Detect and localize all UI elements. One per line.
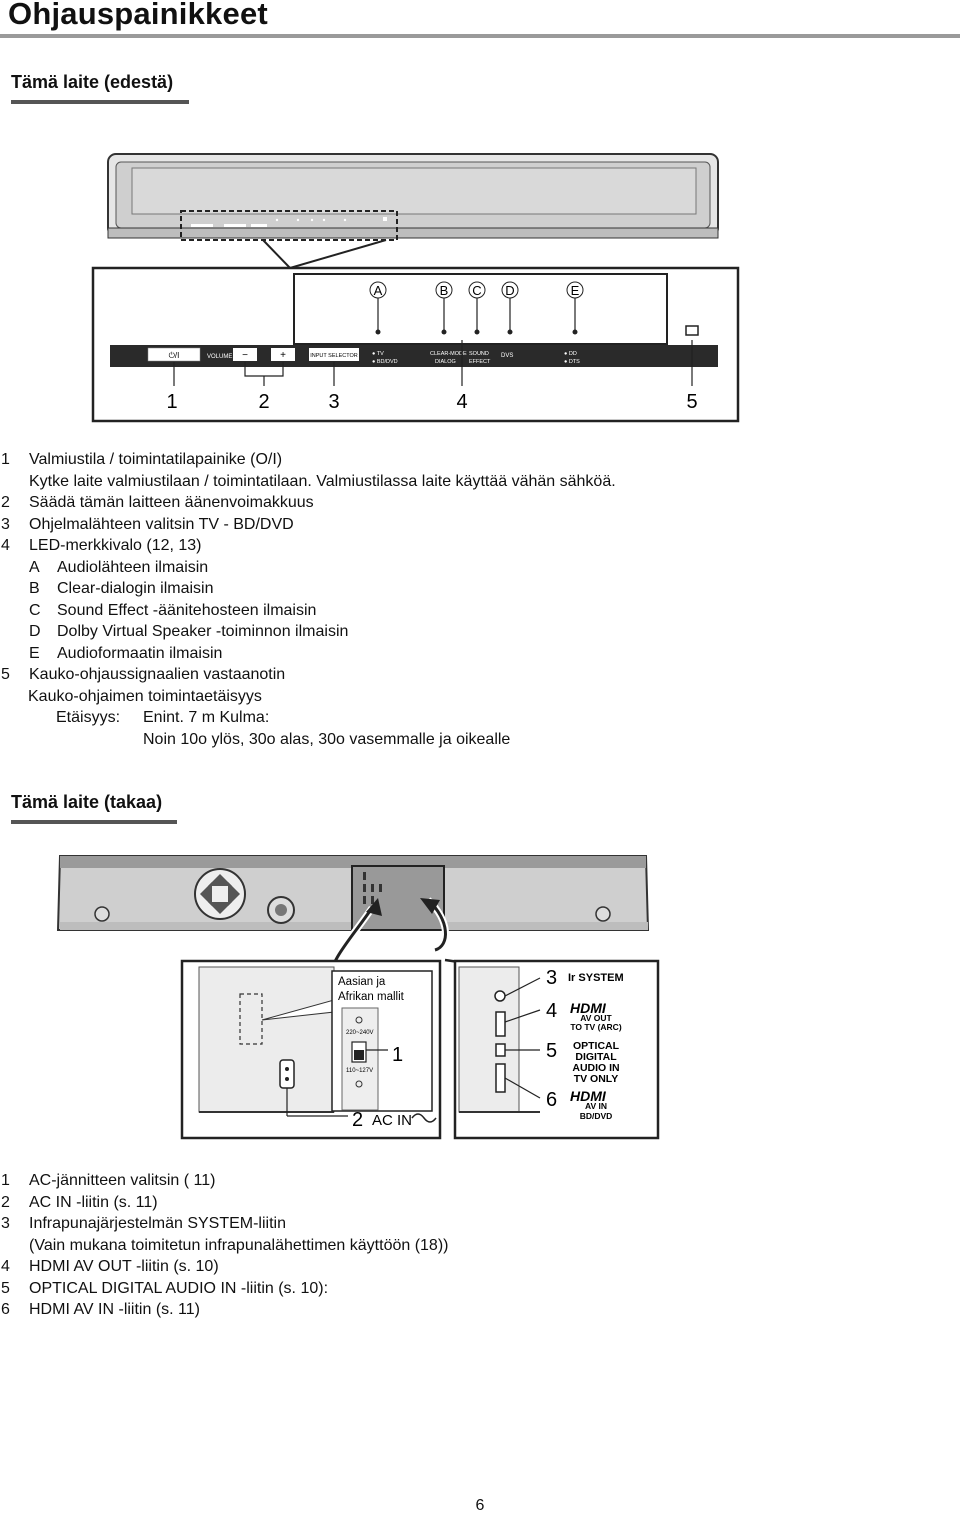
model-note-line1: Aasian ja bbox=[338, 976, 386, 988]
back-heading-rule bbox=[11, 820, 177, 824]
front-num-4: 4 bbox=[456, 391, 468, 413]
speaker-grille bbox=[195, 869, 245, 919]
led-letter-e bbox=[567, 282, 583, 298]
front-num-3: 3 bbox=[328, 391, 340, 413]
svg-text:+: + bbox=[280, 350, 286, 361]
range-title: Kauko-ohjaimen toimintaetäisyys bbox=[28, 687, 262, 705]
front-callout-wedge bbox=[263, 240, 386, 268]
led-letter-d bbox=[502, 282, 518, 298]
front-num-1: 1 bbox=[166, 391, 178, 413]
mount-screw-left bbox=[95, 907, 109, 921]
ac-in-label: AC IN bbox=[372, 1112, 413, 1129]
list-item: Kytke laite valmiustilaan / toimintatilaan. Valmiustilassa laite käyttää vähän sähköä. bbox=[29, 472, 616, 490]
front-device-bottom bbox=[108, 228, 718, 238]
svg-text:220~240V: 220~240V bbox=[346, 1030, 374, 1036]
svg-text:CLEAR-MODE: CLEAR-MODE bbox=[430, 351, 467, 357]
list-item: A Audiolähteen ilmaisin bbox=[29, 558, 209, 576]
svg-text:INPUT SELECTOR: INPUT SELECTOR bbox=[310, 353, 358, 359]
hdmi-in-logo: HDMI bbox=[570, 1088, 606, 1104]
list-item: 5 OPTICAL DIGITAL AUDIO IN -liitin (s. 10): bbox=[1, 1279, 329, 1297]
svg-text:A: A bbox=[373, 283, 383, 298]
svg-text:BD/DVD: BD/DVD bbox=[579, 1111, 613, 1121]
title-rule bbox=[0, 34, 960, 38]
hdmi-out-logo: HDMI bbox=[570, 1000, 606, 1016]
svg-text:● DTS: ● DTS bbox=[564, 359, 580, 365]
list-item: 1 Valmiustila / toimintatilapainike (O/I) bbox=[1, 451, 283, 468]
hdmi-av-out-port[interactable] bbox=[496, 1012, 505, 1036]
list-item: C Sound Effect -äänitehosteen ilmaisin bbox=[29, 601, 317, 619]
remote-sensor bbox=[686, 326, 698, 335]
svg-text:EFFECT: EFFECT bbox=[469, 359, 491, 365]
led-letter-a bbox=[370, 282, 386, 298]
svg-text:SOUND: SOUND bbox=[469, 351, 489, 357]
front-num-5: 5 bbox=[686, 391, 698, 413]
front-heading-rule bbox=[11, 100, 189, 104]
list-item: 2 AC IN -liitin (s. 11) bbox=[1, 1193, 158, 1211]
front-illustration bbox=[0, 140, 960, 430]
list-item: 3 Infrapunajärjestelmän SYSTEM-liitin bbox=[1, 1215, 286, 1232]
back-heading: Tämä laite (takaa) bbox=[11, 792, 163, 812]
led-letter-c bbox=[469, 282, 485, 298]
back-illustration bbox=[0, 850, 960, 1145]
list-item: E Audioformaatin ilmaisin bbox=[29, 644, 223, 662]
ir-system-jack[interactable] bbox=[495, 991, 505, 1001]
list-item: 4 LED-merkkivalo (12, 13) bbox=[1, 537, 202, 554]
page-number: 6 bbox=[475, 1497, 485, 1514]
range-angle: Noin 10o ylös, 30o alas, 30o vasemmalle ja oikealle bbox=[143, 730, 511, 748]
list-item: 5 Kauko-ohjaussignaalien vastaanotin bbox=[1, 666, 286, 683]
front-device-window bbox=[132, 168, 696, 214]
list-item: (Vain mukana toimitetun infrapunalähettimen käyttöön (18)) bbox=[29, 1236, 449, 1254]
svg-text:110~127V: 110~127V bbox=[346, 1068, 374, 1074]
svg-text:AV OUT: AV OUT bbox=[580, 1013, 612, 1023]
svg-text:DVS: DVS bbox=[501, 353, 514, 359]
model-note-line2: Afrikan mallit bbox=[338, 991, 404, 1003]
svg-text:D: D bbox=[505, 283, 515, 298]
ac-in-socket bbox=[280, 1060, 294, 1088]
svg-text:TV ONLY: TV ONLY bbox=[573, 1073, 619, 1085]
front-heading: Tämä laite (edestä) bbox=[11, 72, 174, 92]
back-num-2: 2 bbox=[352, 1109, 364, 1131]
svg-text:VOLUME: VOLUME bbox=[207, 354, 233, 360]
hdmi-av-in-port[interactable] bbox=[496, 1064, 505, 1092]
svg-text:TO TV (ARC): TO TV (ARC) bbox=[570, 1022, 622, 1032]
back-num-6: 6 bbox=[546, 1089, 558, 1111]
back-num-4: 4 bbox=[546, 1000, 558, 1022]
led-letter-b bbox=[436, 282, 452, 298]
svg-text:DIGITAL: DIGITAL bbox=[575, 1051, 617, 1063]
list-item: 1 AC-jännitteen valitsin ( 11) bbox=[1, 1172, 216, 1189]
mount-screw-right bbox=[596, 907, 610, 921]
range-distance: Etäisyys: Enint. 7 m Kulma: bbox=[56, 709, 270, 726]
svg-text:DIALOG: DIALOG bbox=[435, 359, 456, 365]
list-item: 4 HDMI AV OUT -liitin (s. 10) bbox=[1, 1258, 219, 1275]
svg-text:● BD/DVD: ● BD/DVD bbox=[372, 359, 398, 365]
list-item: B Clear-dialogin ilmaisin bbox=[29, 580, 214, 597]
svg-text:E: E bbox=[570, 283, 580, 298]
front-num-2: 2 bbox=[258, 391, 270, 413]
svg-text:OPTICAL: OPTICAL bbox=[572, 1040, 620, 1052]
back-num-3: 3 bbox=[546, 967, 558, 989]
svg-text:AV IN: AV IN bbox=[584, 1101, 608, 1111]
svg-text:B: B bbox=[439, 283, 449, 298]
svg-text:AUDIO IN: AUDIO IN bbox=[572, 1062, 620, 1074]
svg-text:● DD: ● DD bbox=[564, 351, 577, 357]
back-num-5: 5 bbox=[546, 1040, 558, 1062]
svg-text:⏻/I: ⏻/I bbox=[168, 351, 180, 360]
list-item: 2 Säädä tämän laitteen äänenvoimakkuus bbox=[1, 494, 314, 511]
back-list bbox=[0, 1170, 448, 1321]
list-item: 6 HDMI AV IN -liitin (s. 11) bbox=[1, 1301, 200, 1318]
svg-text:● TV: ● TV bbox=[372, 351, 384, 357]
svg-text:−: − bbox=[242, 350, 248, 361]
svg-text:C: C bbox=[472, 283, 482, 298]
front-list bbox=[0, 449, 616, 750]
list-item: 3 Ohjelmalähteen valitsin TV - BD/DVD bbox=[1, 515, 294, 533]
ir-system-label: Ir SYSTEM bbox=[568, 972, 624, 984]
page-title: Ohjauspainikkeet bbox=[8, 0, 268, 31]
list-item: D Dolby Virtual Speaker -toiminnon ilmaisin bbox=[29, 623, 349, 640]
back-num-1: 1 bbox=[392, 1044, 404, 1066]
optical-in-port[interactable] bbox=[496, 1044, 505, 1056]
front-control-strip bbox=[110, 345, 718, 367]
